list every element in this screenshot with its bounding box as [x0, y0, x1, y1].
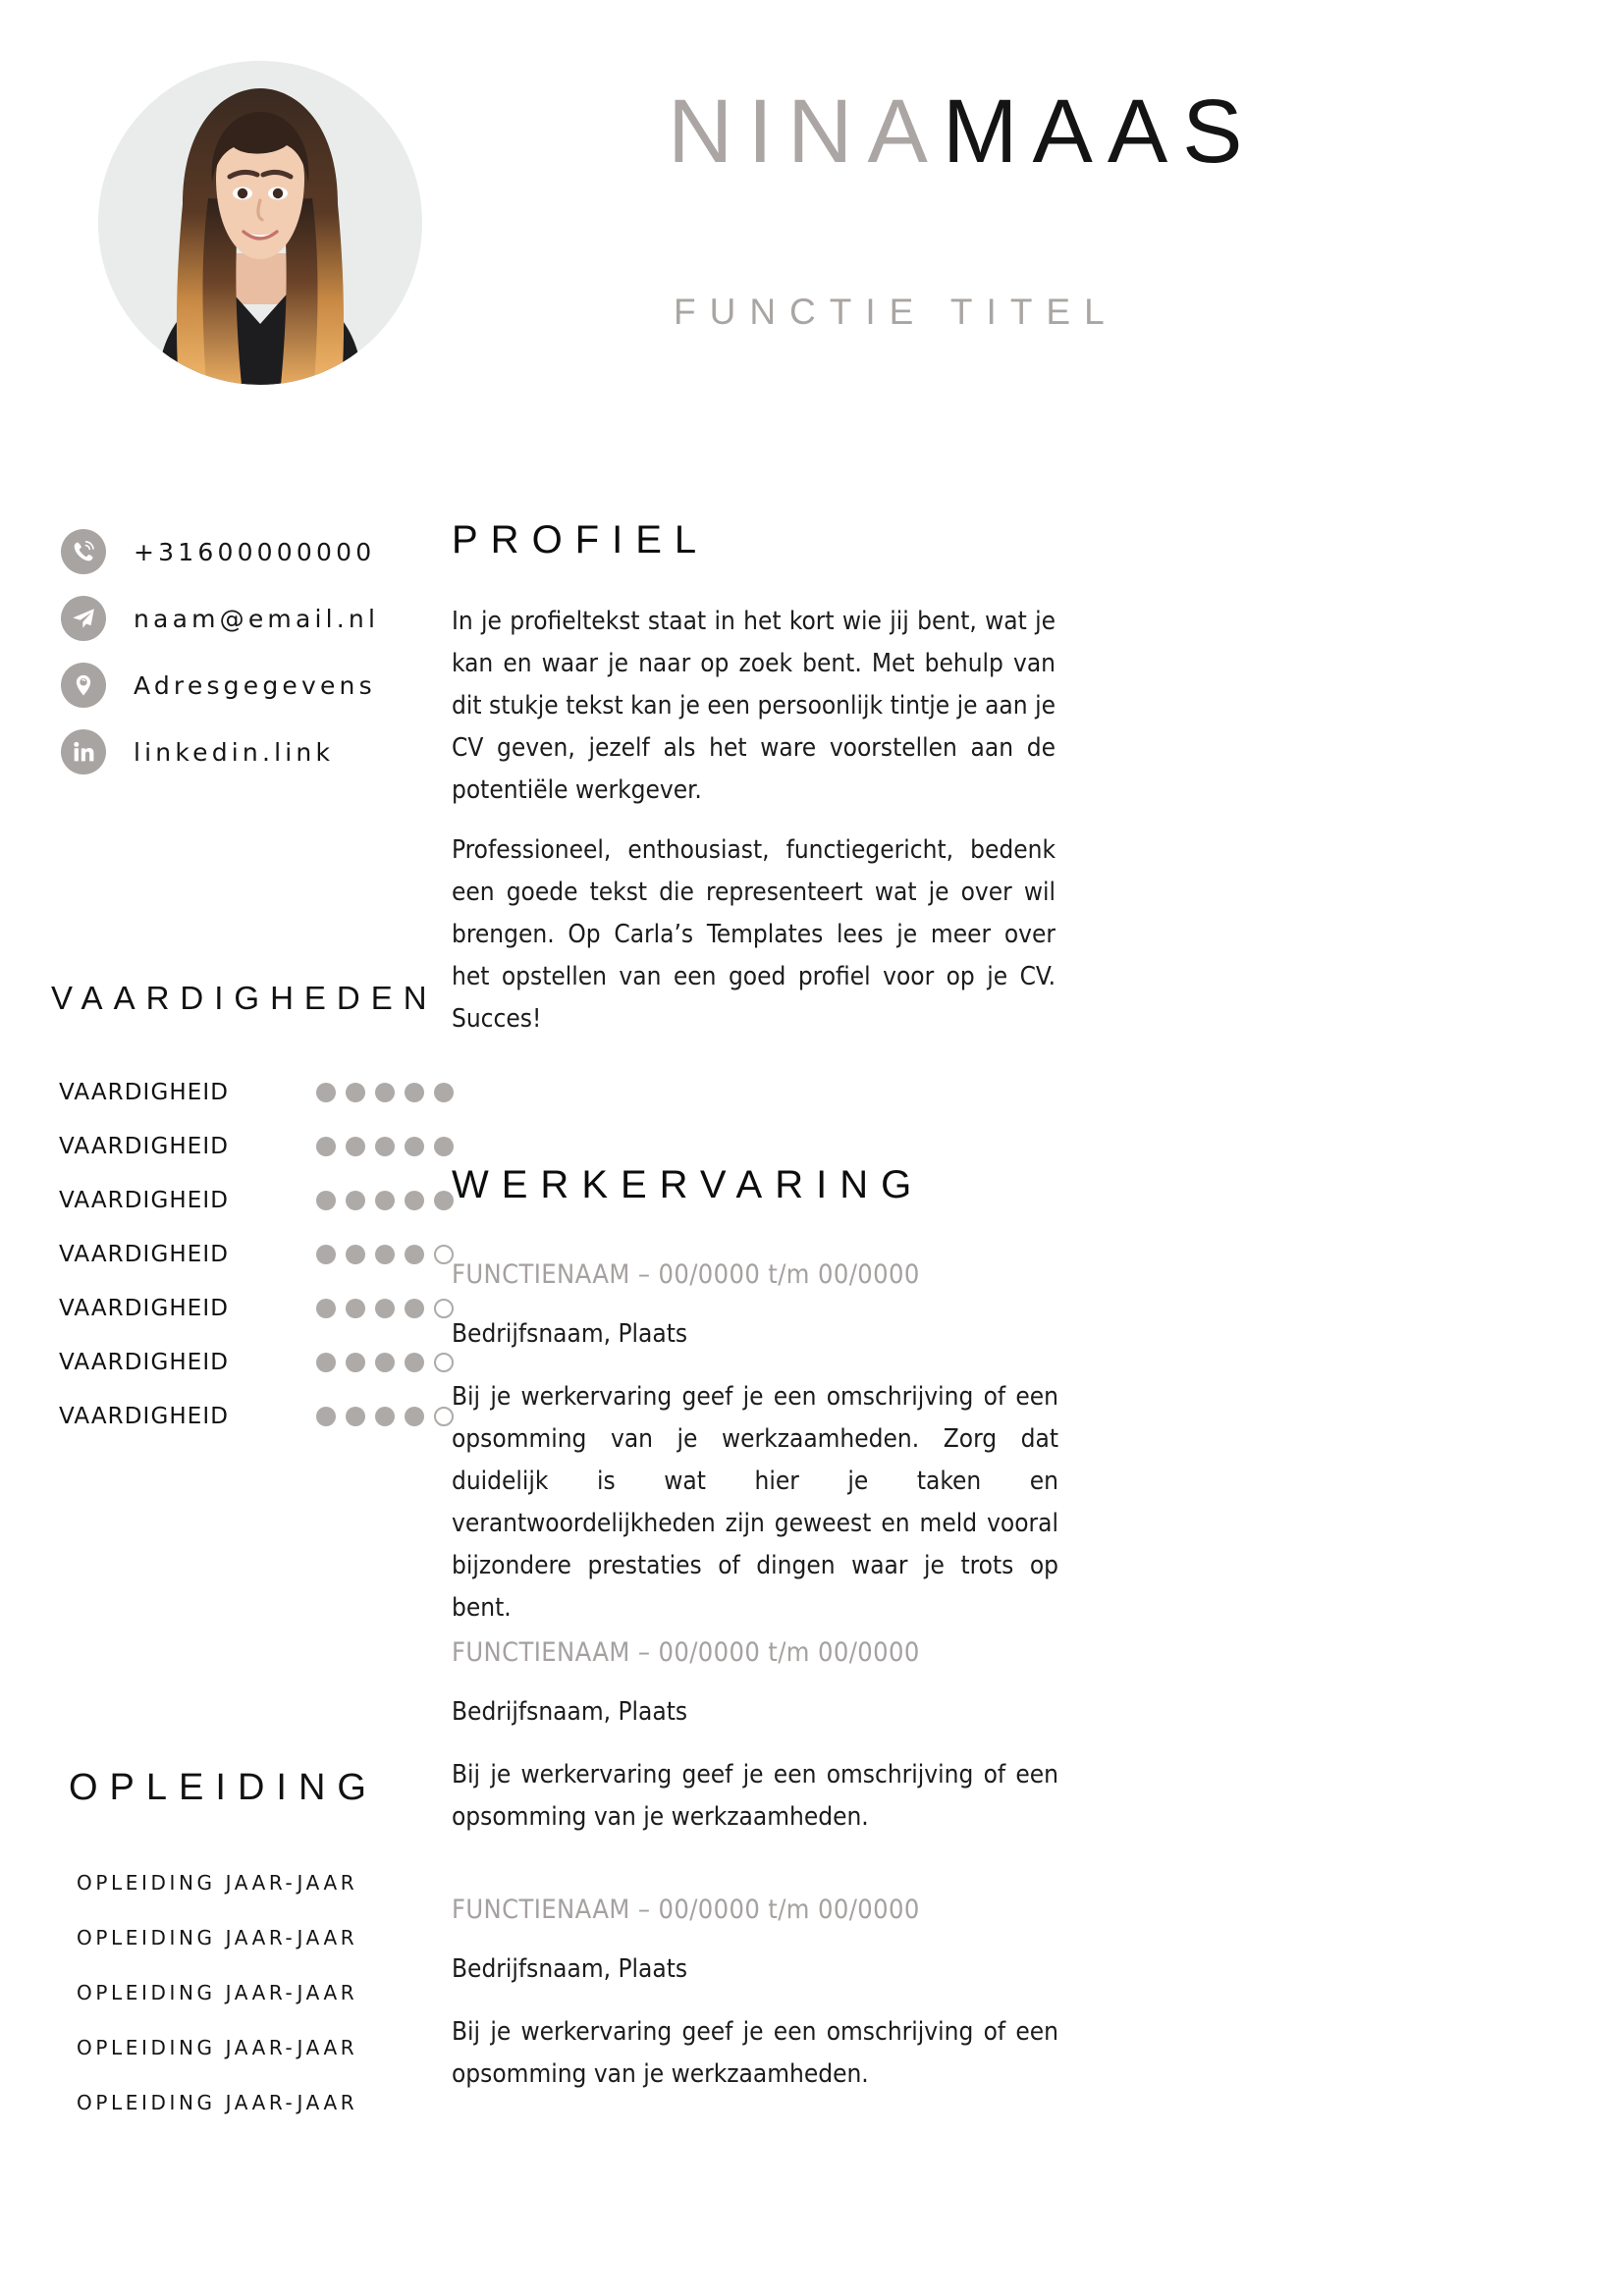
rating-dot-filled: [346, 1245, 365, 1264]
rating-dot-filled: [405, 1083, 424, 1102]
contact-item-phone[interactable]: [61, 518, 434, 585]
rating-dot-filled: [346, 1137, 365, 1156]
location-pin-icon: [61, 663, 106, 708]
skill-rating: [316, 1137, 454, 1156]
last-name: MAAS: [942, 81, 1258, 182]
contact-item-linkedin[interactable]: [61, 719, 434, 785]
paper-plane-email-icon: [61, 596, 106, 641]
rating-dot-filled: [405, 1245, 424, 1264]
experience-title: FUNCTIENAAM – 00/0000 t/m 00/0000: [452, 1895, 920, 1925]
rating-dot-filled: [375, 1191, 395, 1210]
rating-dot-empty: [434, 1407, 454, 1426]
skill-row: [59, 1281, 432, 1335]
education-heading: OPLEIDING: [69, 1767, 378, 1808]
experience-heading: WERKERVARING: [452, 1163, 925, 1206]
rating-dot-filled: [316, 1245, 336, 1264]
rating-dot-empty: [434, 1353, 454, 1372]
rating-dot-filled: [434, 1191, 454, 1210]
experience-company: Bedrijfsnaam, Plaats: [452, 1697, 688, 1727]
education-item: OPLEIDING JAAR-JAAR: [77, 2091, 358, 2114]
experience-company: Bedrijfsnaam, Plaats: [452, 1319, 688, 1349]
rating-dot-filled: [434, 1137, 454, 1156]
profile-paragraph-2: Professioneel, enthousiast, functiegericht, bedenk een goede tekst die representeert wat je over wil brengen. Op Carla’s Templates lees je meer over het opstellen van een goed profiel voor op je CV. Succes!: [452, 835, 1056, 1034]
contact-value-linkedin: linkedin.link: [134, 737, 335, 767]
first-name: NINA: [668, 81, 943, 182]
rating-dot-filled: [434, 1083, 454, 1102]
skill-label: VAARDIGHEID: [59, 1241, 230, 1267]
rating-dot-filled: [375, 1137, 395, 1156]
contact-value-phone: +31600000000: [134, 537, 376, 566]
contact-item-email[interactable]: [61, 585, 434, 652]
skill-row: [59, 1119, 432, 1173]
skills-list: [59, 1065, 432, 1443]
contact-list: [61, 518, 434, 785]
skill-row: [59, 1173, 432, 1227]
experience-description: Bij je werkervaring geef je een omschrijving of een opsomming van je werkzaamheden.: [452, 1760, 1058, 1832]
contact-value-address: Adresgegevens: [134, 670, 376, 700]
profile-heading: PROFIEL: [452, 518, 710, 561]
education-list: [77, 1855, 469, 2130]
experience-description: Bij je werkervaring geef je een omschrijving of een opsomming van je werkzaamheden.: [452, 2017, 1058, 2089]
rating-dot-empty: [434, 1245, 454, 1264]
skill-rating: [316, 1407, 454, 1426]
rating-dot-filled: [375, 1353, 395, 1372]
rating-dot-filled: [316, 1353, 336, 1372]
skill-row: [59, 1227, 432, 1281]
skill-row: [59, 1065, 432, 1119]
experience-entry: [452, 1637, 1058, 1839]
rating-dot-filled: [375, 1407, 395, 1426]
profile-paragraph-1: In je profieltekst staat in het kort wie jij bent, wat je kan en waar je naar op zoek bent. Met behulp van dit stukje tekst kan je een persoonlijk tintje je aan je CV geven, jezelf als het ware voorstellen aan de potentiële werkgever.: [452, 607, 1056, 805]
skill-rating: [316, 1299, 454, 1318]
rating-dot-filled: [316, 1083, 336, 1102]
rating-dot-filled: [346, 1353, 365, 1372]
job-title-subtitle: FUNCTIE TITEL: [674, 292, 1118, 332]
rating-dot-filled: [316, 1299, 336, 1318]
experience-entry: [452, 1259, 1058, 1629]
rating-dot-filled: [405, 1407, 424, 1426]
contact-item-address[interactable]: [61, 652, 434, 719]
skills-heading: VAARDIGHEDEN: [51, 980, 438, 1016]
rating-dot-filled: [316, 1407, 336, 1426]
skill-rating: [316, 1083, 454, 1102]
page-title: [668, 81, 1258, 182]
rating-dot-filled: [375, 1299, 395, 1318]
education-item: OPLEIDING JAAR-JAAR: [77, 2036, 358, 2059]
profile-photo-illustration: [98, 61, 422, 385]
rating-dot-filled: [316, 1137, 336, 1156]
rating-dot-filled: [346, 1407, 365, 1426]
experience-company: Bedrijfsnaam, Plaats: [452, 1954, 688, 1984]
skill-rating: [316, 1353, 454, 1372]
rating-dot-empty: [434, 1299, 454, 1318]
education-item: OPLEIDING JAAR-JAAR: [77, 1981, 358, 2004]
skill-row: [59, 1389, 432, 1443]
rating-dot-filled: [346, 1299, 365, 1318]
skill-row: [59, 1335, 432, 1389]
skill-rating: [316, 1245, 454, 1264]
skill-label: VAARDIGHEID: [59, 1079, 230, 1105]
experience-title: FUNCTIENAAM – 00/0000 t/m 00/0000: [452, 1259, 920, 1290]
skill-label: VAARDIGHEID: [59, 1295, 230, 1321]
rating-dot-filled: [405, 1299, 424, 1318]
rating-dot-filled: [375, 1083, 395, 1102]
contact-value-email: naam@email.nl: [134, 604, 380, 633]
education-item: OPLEIDING JAAR-JAAR: [77, 1871, 358, 1895]
education-item: OPLEIDING JAAR-JAAR: [77, 1926, 358, 1949]
rating-dot-filled: [375, 1245, 395, 1264]
skill-label: VAARDIGHEID: [59, 1187, 230, 1213]
experience-description: Bij je werkervaring geef je een omschrijving of een opsomming van je werkzaamheden. Zorg dat duidelijk is wat hier je taken en verantwoordelijkheden zijn geweest en meld vooral bijzondere prestaties of dingen waar je trots op bent.: [452, 1382, 1058, 1623]
rating-dot-filled: [316, 1191, 336, 1210]
skill-rating: [316, 1191, 454, 1210]
linkedin-icon: [61, 729, 106, 774]
rating-dot-filled: [346, 1083, 365, 1102]
skill-label: VAARDIGHEID: [59, 1133, 230, 1159]
rating-dot-filled: [405, 1137, 424, 1156]
skill-label: VAARDIGHEID: [59, 1403, 230, 1429]
rating-dot-filled: [346, 1191, 365, 1210]
left-sidebar: [0, 0, 438, 2296]
avatar: [98, 61, 422, 385]
rating-dot-filled: [405, 1191, 424, 1210]
phone-icon: [61, 529, 106, 574]
experience-entry: [452, 1895, 1058, 2096]
skill-label: VAARDIGHEID: [59, 1349, 230, 1375]
rating-dot-filled: [405, 1353, 424, 1372]
experience-title: FUNCTIENAAM – 00/0000 t/m 00/0000: [452, 1637, 920, 1668]
